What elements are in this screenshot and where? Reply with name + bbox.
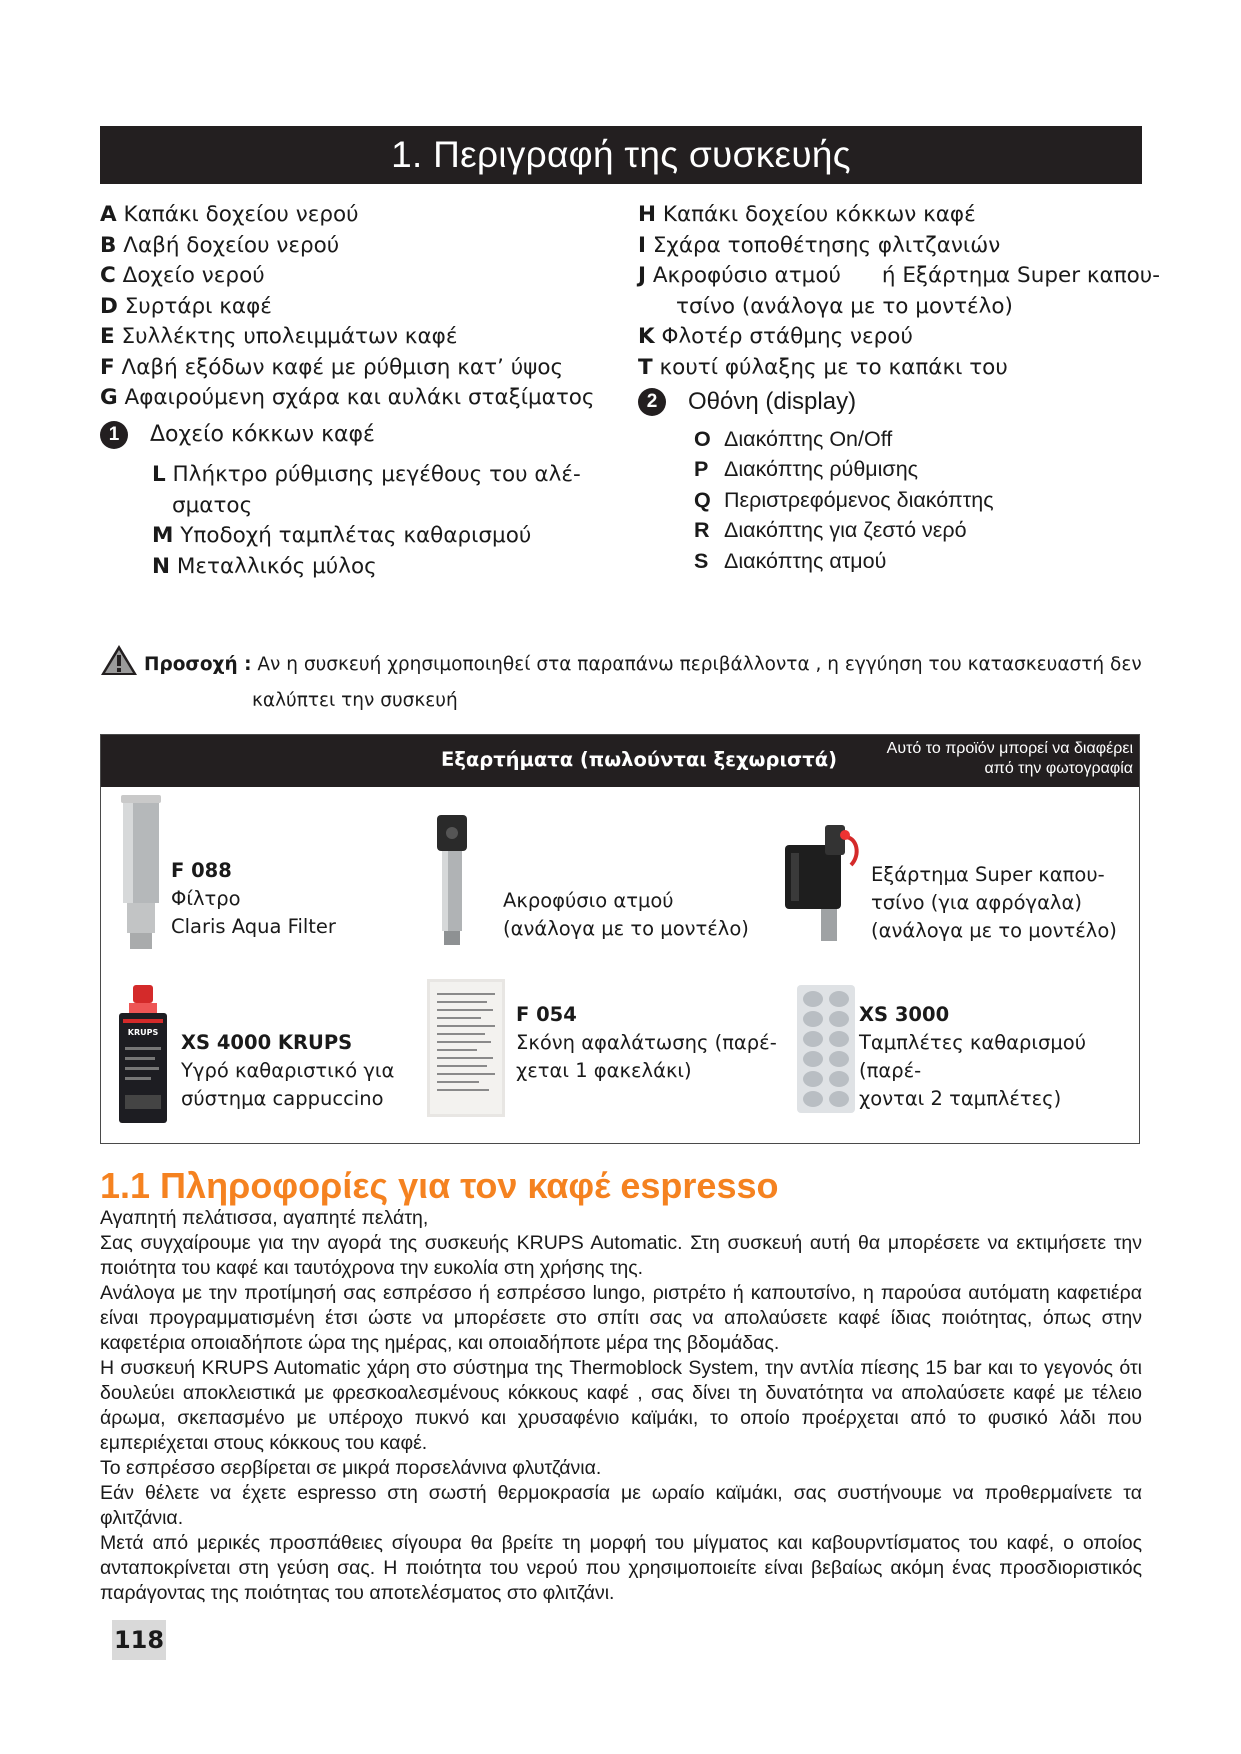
parts-list-right	[638, 200, 1161, 576]
group-title: Οθόνη (display)	[688, 388, 857, 415]
part-text: Υποδοχή ταμπλέτας καθαρισμού	[180, 523, 532, 548]
parts-list-left	[100, 200, 620, 582]
part-letter: S	[694, 548, 709, 573]
part-text: Διακόπτης ατμού	[724, 548, 887, 573]
part-letter: K	[638, 324, 655, 349]
part-item	[638, 485, 1158, 516]
part-text: Μεταλλικός μύλος	[176, 553, 377, 579]
part-letter: A	[100, 202, 117, 227]
part-text: Διακόπτης για ζεστό νερό	[724, 518, 967, 542]
photo-disclaimer	[887, 739, 1133, 779]
part-text: Σχάρα τοποθέτησης φλιτζανιών	[652, 232, 1001, 258]
part-text: Φλοτέρ στάθμης νερού	[661, 324, 913, 349]
part-item	[638, 353, 1158, 384]
part-letter: N	[152, 553, 170, 579]
part-item	[100, 552, 620, 583]
part-item	[100, 460, 620, 491]
accessory-desc: Claris Aqua Filter	[171, 915, 336, 938]
accessory-code: F 088	[171, 859, 232, 882]
part-letter: E	[100, 324, 115, 349]
part-text: Καπάκι δοχείου κόκκων καφέ	[662, 202, 976, 227]
accessory-desc: Εξάρτημα Super καπου-	[871, 863, 1105, 886]
part-text: Καπάκι δοχείου νερού	[123, 202, 359, 227]
part-letter: R	[694, 518, 710, 542]
accessory-desc: χονται 2 ταμπλέτες)	[859, 1087, 1062, 1110]
accessories-title: Εξαρτήματα (πωλούνται ξεχωριστά)	[441, 748, 837, 771]
accessories-header	[101, 735, 1139, 787]
part-letter: D	[100, 293, 118, 319]
super-cappuccino-image	[785, 805, 865, 949]
part-letter: I	[638, 232, 646, 258]
paragraph: Η συσκευή KRUPS Automatic χάρη στο σύστημα της Thermoblock System, την αντλία πίεσης 15 bar και το γεγονός ότι δουλεύει αποκλειστικά με φρεσκοαλεσμένους κόκκους καφέ , σας δίνει τη δυνατότητα να απολαύσετε καφέ με τέλειο άρωμα, σκεπασμένο με υπέροχο πυκνό και χρυσαφένιο καϊμάκι, το οποίο προέρχεται από το φυσικό λάδι που εμπεριέχεται στους κόκκους του καφέ.	[100, 1357, 1142, 1454]
part-letter: P	[694, 457, 709, 481]
accessory-desc: Ακροφύσιο ατμού	[503, 889, 674, 912]
disclaimer-line: από την φωτογραφία	[984, 760, 1133, 777]
warning-text-continuation: καλύπτει την συσκευή	[252, 690, 458, 711]
part-text: Συλλέκτης υπολειμμάτων καφέ	[121, 324, 458, 349]
part-letter: H	[638, 202, 656, 227]
part-letter: F	[100, 354, 115, 380]
paragraph: Ανάλογα με την προτίμησή σας εσπρέσσο ή εσπρέσσο lungo, ριστρέτο ή καπουτσίνο, η παρούσα αυτόματη καφετιέρα είναι προγραμματισμένη έτσι ώστε να μπορέσετε στο σπίτι σας να απολαύσετε καφέ ίδιας ποιότητας, όπως στην καφετέρια οποιαδήποτε ώρα της ημέρας, και οποιαδήποτε μέρα της βδομάδας.	[100, 1282, 1142, 1354]
accessory-code: XS 3000	[859, 1003, 950, 1026]
part-item	[100, 231, 620, 262]
part-item	[638, 515, 1158, 546]
part-item-continuation: τσίνο (ανάλογα με το μοντέλο)	[676, 293, 1013, 319]
group-2-heading	[638, 387, 1158, 418]
accessory-desc: χεται 1 φακελάκι)	[516, 1059, 692, 1082]
part-item	[638, 261, 1161, 292]
accessory-desc: τσίνο (για αφρόγαλα)	[871, 891, 1082, 914]
body-text	[100, 1206, 1142, 1606]
part-item	[100, 322, 620, 353]
paragraph: Σας συγχαίρουμε για την αγορά της συσκευής KRUPS Automatic. Στη συσκευή αυτή θα μπορέσετε να εκτιμήσετε την ποιότητα του καφέ και ταυτόχρονα την ευκολία στη χρήσης της.	[100, 1232, 1142, 1279]
part-text: Λαβή δοχείου νερού	[123, 232, 340, 258]
accessory-desc: Φίλτρο	[171, 887, 241, 910]
part-text: Διακόπτης ρύθμισης	[724, 457, 919, 481]
cleaning-tablets-accessory	[859, 1001, 1139, 1113]
part-text: Διακόπτης On/Off	[724, 426, 893, 451]
section-title: 1. Περιγραφή της συσκευής	[391, 134, 851, 175]
paragraph: Εάν θέλετε να έχετε espresso στη σωστή θερμοκρασία με ωραίο καϊμάκι, σας συστήνουμε να προθερμαίνετε τα φλιτζάνια.	[100, 1482, 1142, 1529]
paragraph: Το εσπρέσσο σερβίρεται σε μικρά πορσελάνινα φλυτζάνια.	[100, 1457, 602, 1479]
part-letter: L	[152, 462, 166, 487]
part-item	[638, 546, 1158, 577]
part-letter: G	[100, 385, 118, 410]
cleaning-tablets-image	[797, 985, 855, 1117]
part-item	[638, 424, 1158, 455]
part-letter: T	[638, 354, 653, 380]
accessory-desc: σύστημα cappuccino	[181, 1087, 384, 1110]
part-letter: O	[694, 426, 711, 451]
warning-label: Προσοχή :	[144, 654, 252, 675]
accessory-desc: Ταμπλέτες καθαρισμού (παρέ-	[859, 1031, 1087, 1082]
part-item	[100, 200, 620, 231]
part-item-continuation: σματος	[172, 492, 253, 518]
svg-text:KRUPS: KRUPS	[127, 1028, 159, 1037]
accessories-panel	[100, 734, 1140, 1144]
part-item	[100, 521, 620, 552]
part-item	[100, 261, 620, 292]
group-number-badge: 2	[638, 388, 666, 416]
part-item	[638, 454, 1158, 485]
page-number: 118	[112, 1620, 166, 1660]
part-text: Πλήκτρο ρύθμισης μεγέθους του αλέ-	[172, 462, 581, 487]
part-letter: M	[152, 523, 174, 548]
part-letter: B	[100, 232, 117, 258]
filter-accessory	[171, 857, 336, 941]
group-1-heading	[100, 420, 620, 451]
filter-image	[119, 793, 163, 955]
cleaner-accessory	[181, 1029, 394, 1113]
group-number-badge: 1	[100, 421, 128, 449]
accessory-desc: Υγρό καθαριστικό για	[181, 1059, 395, 1082]
part-item	[100, 353, 620, 384]
part-text: Περιστρεφόμενος διακόπτης	[724, 487, 994, 512]
part-item	[638, 322, 1158, 353]
accessory-desc: Σκόνη αφαλάτωσης (παρέ-	[516, 1031, 777, 1054]
accessory-desc: (ανάλογα με το μοντέλο)	[871, 919, 1117, 942]
accessory-code: F 054	[516, 1003, 577, 1026]
part-item	[100, 292, 620, 323]
paragraph: Μετά από μερικές προσπάθειες σίγουρα θα βρείτε τη μορφή του μίγματος και καβουρντίσματος του καφέ, ο οποίος ανταποκρίνεται στη γεύση σας. Η ποιότητα του νερού που χρησιμοποιείτε είναι βεβαίως ακόμη ένας προσδιοριστικός παράγοντας της ποιότητας του αποτελέσματος στο φλιτζάνι.	[100, 1532, 1142, 1604]
steam-nozzle-image	[435, 815, 469, 951]
part-text: Δοχείο νερού	[122, 263, 265, 288]
steam-nozzle-accessory	[503, 887, 749, 943]
part-text: κουτί φύλαξης με το καπάκι του	[659, 354, 1008, 380]
descaling-sachet-image	[427, 979, 505, 1121]
warning-notice	[100, 644, 1150, 716]
part-text: Αφαιρούμενη σχάρα και αυλάκι σταξίματος	[124, 385, 595, 410]
cleaner-bottle-image	[117, 985, 169, 1129]
part-text: Λαβή εξόδων καφέ με ρύθμιση κατ’ ύψος	[121, 354, 564, 380]
part-letter: J	[638, 263, 646, 288]
accessory-code: XS 4000 KRUPS	[181, 1031, 353, 1054]
super-cappuccino-accessory	[871, 861, 1117, 945]
paragraph: Αγαπητή πελάτισσα, αγαπητέ πελάτη,	[100, 1207, 429, 1229]
part-text: Συρτάρι καφέ	[124, 293, 272, 319]
part-item	[638, 231, 1158, 262]
part-item	[100, 383, 620, 414]
part-letter: Q	[694, 487, 711, 512]
warning-text: Αν η συσκευή χρησιμοποιηθεί στα παραπάνω περιβάλλοντα , η εγγύηση του κατασκευαστή δεν	[257, 654, 1142, 675]
part-item	[638, 200, 1158, 231]
descaling-accessory	[516, 1001, 777, 1085]
subsection-title: 1.1 Πληροφορίες για τον καφέ espresso	[100, 1165, 779, 1206]
part-text: Ακροφύσιο ατμού ή Εξάρτημα Super καπου-	[652, 263, 1161, 288]
section-title-bar	[100, 126, 1142, 184]
disclaimer-line: Αυτό το προϊόν μπορεί να διαφέρει	[886, 740, 1133, 757]
warning-triangle-icon	[100, 644, 138, 686]
group-title: Δοχείο κόκκων καφέ	[150, 421, 375, 447]
part-letter: C	[100, 263, 116, 288]
accessory-desc: (ανάλογα με το μοντέλο)	[503, 917, 749, 940]
